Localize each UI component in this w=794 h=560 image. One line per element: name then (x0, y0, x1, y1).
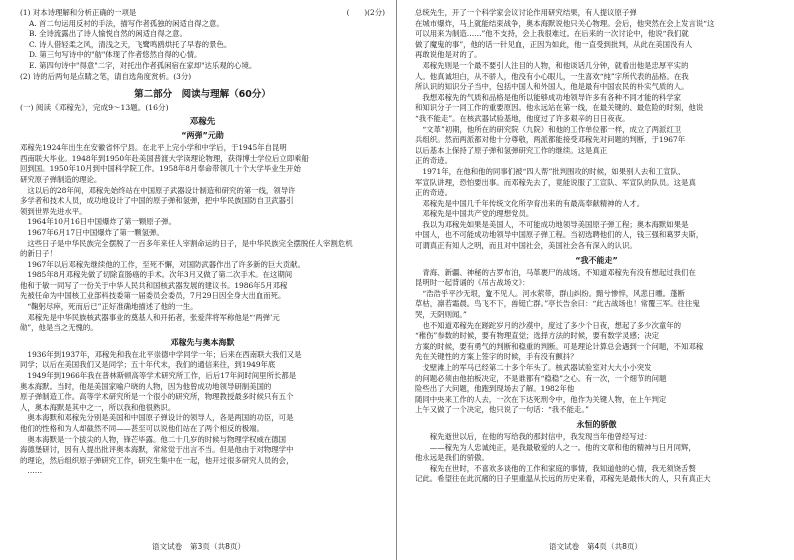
article-paragraph-group-4 (415, 268, 778, 416)
text-line: 正的奇迹。 (415, 156, 452, 166)
article-paragraph-group-2 (20, 350, 385, 477)
text-line: 西南联大毕业。1948年到1950年赴美国普渡大学读理论物理，获得博士学位后立即乘船 (20, 153, 309, 163)
text-line: 邓稼先则是一个最不要引人注目的人物，和他谈话几分钟，就看出他是忠厚平实的 (415, 60, 689, 70)
text-line: “我不能走”。在核武器试验基地，他度过了许多艰辛的日日夜夜。 (415, 113, 630, 123)
text-line: “稚伤”参数的时候，要有物理直觉；选择方法的时候，要有数学灵感；决定 (415, 331, 660, 341)
text-line: 军宣队讲理，恐怕要出事。而邓稼先去了，竟能说服了工宣队、军宣队的队员。这是真 (415, 177, 696, 187)
text-line: 可以用来为制造……”他不支持，会上我很难过。在后来的一次讨论中，他说“我们就 (415, 29, 689, 39)
question-2: (2) 诗的后两句是点睛之笔，请自选角度赏析。(3分) (20, 71, 192, 81)
text-line: 邓稼先1924年出生在安徽省怀宁县。在北平上完小学和中学后，于1945年自昆明 (20, 143, 287, 153)
text-line: 领到世界先进水平。 (20, 206, 87, 216)
option-c: C. 诗人借轻柔之风，清浅之天，飞鹭鸣鸥烘托了早春的景色。 (29, 39, 232, 49)
text-line: 1967年6月17日中国爆炸了第一颗氢弹。 (20, 227, 164, 237)
article-paragraph-group-5 (415, 432, 778, 485)
text-line: 稼先逝世以后，在他的写给我的那封信中，我发现当年他曾经写过： (415, 431, 652, 441)
text-line: 他永远是我们的骄傲。 (415, 453, 489, 463)
text-line: 邓稼先是中国几千年传统文化所孕育出来的有最高奉献精神的人才。 (415, 198, 645, 208)
text-line: 可谓真正有知人之明，而且对中国社会，美国社会各有深入的认识。 (415, 241, 637, 251)
text-line: 这些日子是中华民族完全摆脱了一百多年来任人宰割命运的日子，是中华民族完全摆脱任人宰割危机 (20, 238, 353, 248)
text-line: 先被任命为中国核工业部科技委第一届委员会委员，7月29日因全身大出血而死。 (20, 291, 286, 301)
option-e: E. 第四句诗中"得意"二字，对托出作者孤闲宿在家却"达乐观的心境。 (29, 60, 257, 70)
text-line: 戈壁滩上的军马已经第二十多个年头了。核武器试验室对大大小小突发 (415, 363, 652, 372)
article-paragraph-group-3 (415, 8, 778, 252)
text-line: 多学者和技术人员，成功地设计了中国的原子弹和氢弹，把中华民族国防自卫武器引 (20, 196, 294, 206)
text-line: 所认识的知识分子当中，包括中国人和外国人，他是最有中国农民的朴实气质的人。 (415, 82, 689, 92)
text-line: 在城市爆炸，马上就能结束战争，奥本海默说他只关心物理。会后，他突然在会上发言说“这 (415, 18, 715, 28)
text-line: 我想邓稼先的气质和品格是他所以能够成功地领导许多有各种不同才能的科学家 (415, 92, 682, 102)
subheading-two-bombs: “两弹”元勋 (181, 131, 224, 141)
text-line: 奥本海默和邓稼先分别是美国和中国原子弹设计的领导人，各是两国的功臣，可是 (20, 413, 294, 423)
text-line: 方案的时候，要有勇气的判断和稳重的判断。可是理论计算总会遇到一个问题，不知邓稼 (415, 341, 704, 351)
text-line: 研究原子弹制造的理论。 (20, 174, 102, 184)
text-line: 的理论，然后组织原子弹研究工作，研究生集中在一起，他开过很多研究人员的会， (20, 455, 294, 465)
text-line: 同学；以后在美国我们又是同学；五十年代末，我们的通信来往，到1949年底 (20, 360, 276, 370)
text-line: 1964年10月16日中国爆炸了第一颗原子弹。 (20, 217, 176, 227)
text-line: 奥本海默。当时，他是美国家喻户晓的人物，因为他曾成功地领导研制美国的 (20, 381, 272, 391)
question-1-options (20, 19, 385, 72)
option-d: D. 第三句写诗中的"舫"体现了作者悠然自得的心情。 (29, 50, 202, 60)
page-footer-right: 语文试卷 第4页（共8页） (548, 542, 643, 551)
text-line: 人。他真诚坦白，从不骄人，他没有小心眼儿，一生喜欢“纯”字所代表的品格。在我 (415, 71, 689, 81)
text-line: 昆明时一起背诵的《吊古战场文》： (415, 278, 530, 288)
text-line: 这以后的28年间，邓稼先始终站在中国原子武器设计制造和研究的第一线，领导许 (20, 185, 296, 195)
question-1-points: ( )(2分) (346, 8, 385, 17)
section-instructions: (一) 阅读《邓稼先》，完成9～13题。(16分) (20, 103, 169, 113)
text-line: ——稼先为人忠诚纯正，是我最敬爱的人之一。他的文章和他的精神与日月同辉， (415, 442, 696, 452)
text-line: 回到国。1950年10月到中国科学院工作。1958年8月奉命带领几十个大学毕业生开始 (20, 164, 301, 174)
text-line: …… (20, 466, 43, 476)
text-line: “文革”初期，他所在的研究院（九院）和他的工作单位都一样，成立了两派红卫 (415, 124, 682, 134)
option-a: A. 首二句运用反衬的手法，描写作者孤独的闲适自得之意。 (29, 18, 224, 28)
subheading-cannot-leave: “我不能走” (575, 255, 618, 265)
page-footer-left: 语文试卷 第3页（共8页） (151, 542, 246, 551)
text-line: 的问题必须由他拍板决定，不是谁都有“稳稳”之心。有一次，一个细节的问题 (415, 373, 667, 383)
text-line: 记此。希望往在此沉痛的日子里重温从长远的历史来看，邓稼先是最伟大的人，只有真正大 (415, 474, 711, 484)
text-line: 哭，天阴则闻。” (415, 310, 467, 320)
subheading-oppenheimer: 邓稼先与奥本海默 (170, 337, 235, 347)
text-line: 险些出了大问题，他跑到现场去了解。1982年他 (415, 384, 575, 394)
text-line: 他们的性格和为人却截然不同——甚至可以说他们站在了两个相反的极端。 (20, 424, 264, 433)
text-line: 兵组织。然而两派都对他十分尊敬，两派都能接受邓稼先对问题的判断，于1967年 (415, 135, 686, 145)
text-line: 稼先在世时，不喜欢多谈他的工作和家庭的事情，我知道他的心情，我无须饶舌赘 (415, 463, 696, 473)
text-line: 原子弹制造工作。高等学术研究所是一个很小的研究所，物理教授最多时候只有五个 (20, 392, 294, 402)
text-line: 的新日子！ (20, 249, 57, 259)
text-line: 再敢说他是对的了。 (415, 50, 482, 60)
text-line: 他和于敏一同写了一份关于中华人民共和国核武器发展的建议书。1986年5月邓稼 (20, 280, 288, 290)
option-b: B. 全诗流露出了诗人愉悦自然的闲适自得之意。 (29, 29, 187, 39)
article-paragraph-group-1 (20, 143, 385, 334)
text-line: 总统先生，开了一个科学家会议讨论作用研究结果，有人提议原子弹 (415, 8, 637, 17)
text-line: 1967年以后邓稼先继续他的工作，至死不懈，对国防武器作出了许多新的巨大贡献。 (20, 259, 305, 269)
text-line: 邓稼先是中华民族核武器事业的奠基人和开拓者，张爱萍将军称他是“‘两弹’元 (20, 312, 280, 322)
text-line: 正的奇迹。 (415, 188, 452, 198)
text-line: 也不知道邓稼先在蹉跎岁月的沙漠中，度过了多少个日夜，想起了多少次童年的 (415, 320, 682, 330)
text-line: 勋”，他是当之无愧的。 (20, 323, 98, 333)
text-line: 1936年到1937年，邓稼先和我在北平崇德中学同学一年；后来在西南联大我们又是 (20, 349, 302, 359)
text-line: 1971年，在他和他的同事们被“四人帮”批判围攻的时候，如果别人去和工宣队、 (415, 166, 686, 176)
text-line: 和知识分子一同工作的重要原因。他永远站在第一线，在最关键的、最危险的时刻，他说 (415, 103, 704, 113)
text-line: 邓稼先是中国共产党的理想党员。 (415, 209, 534, 219)
text-line: “鞠躬尽瘁，死而后已”正好准确地描述了他的一生。 (20, 302, 198, 312)
text-line: 草枯，凛若霜晨。鸟飞不下，兽铤亡群。”亭长告余曰：“此古战场也！常覆三军。往往鬼 (415, 299, 700, 309)
text-line: 上午又做了一个决定，他只说了一句话：“我不能走。” (415, 405, 589, 415)
text-line: “浩浩乎平沙无垠，夐不见人。河水萦带，群山纠纷。黯兮惨悴，风悲日曛。蓬断 (415, 288, 685, 298)
text-line: 先在关键性的方案上签字的时候，手有没有颤抖？ (415, 352, 578, 362)
text-line: 人，奥本海默是其中之一，所以我和他很熟识。 (20, 402, 176, 412)
text-line: 以后基本上保持了原子弹和氢弹研究工作的继续。这是真正 (415, 145, 608, 155)
text-line: 海德堡研讨，因有人提出批评奥本海默，常常觉于出言不当。但是他由于对物理学中 (20, 445, 294, 455)
question-1-text: (1) 对本诗理解和分析正确的一项是 (20, 8, 137, 17)
text-line: 随同中央来工作的人去，一次在下达死刑令中，他作为关键人物，在上午判定 (415, 394, 667, 404)
section-title: 第二部分 阅读与理解（60分） (134, 89, 271, 101)
text-line: 1985年8月邓稼先做了切除直肠癌的手术。次年3月又做了第二次手术。在这期间 (20, 270, 293, 280)
text-line: 中国人，也不可能成功地领导中国原子弹工程。当初选聘他们的人，钱三强和葛罗夫斯， (415, 230, 704, 240)
text-line: 做了魔鬼的事”，他的话一针见血，正因为如此，他一直受到批判，从此在美国没有人 (415, 39, 693, 49)
question-1-header (20, 8, 385, 19)
text-line: 我以为邓稼先如果是美国人，不可能成功地领导美国原子弹工程；奥本海默如果是 (415, 219, 689, 229)
text-line: 青海、新疆、神秘的古罗布泊，马革裹尸的战场。不知道邓稼先有没有想起过我们在 (415, 267, 696, 277)
subheading-eternal-pride: 永恒的骄傲 (576, 419, 617, 429)
article-title: 邓稼先 (189, 117, 216, 128)
right-page (397, 0, 794, 560)
text-line: 奥本海默是一个拔尖的人物，锋芒毕露。他二十几岁的时候与物理学权威在德国 (20, 434, 287, 444)
text-line: 1949年到1966年我在普林斯顿高等学术研究所工作，后后17年间时间里所长都是 (20, 371, 297, 381)
